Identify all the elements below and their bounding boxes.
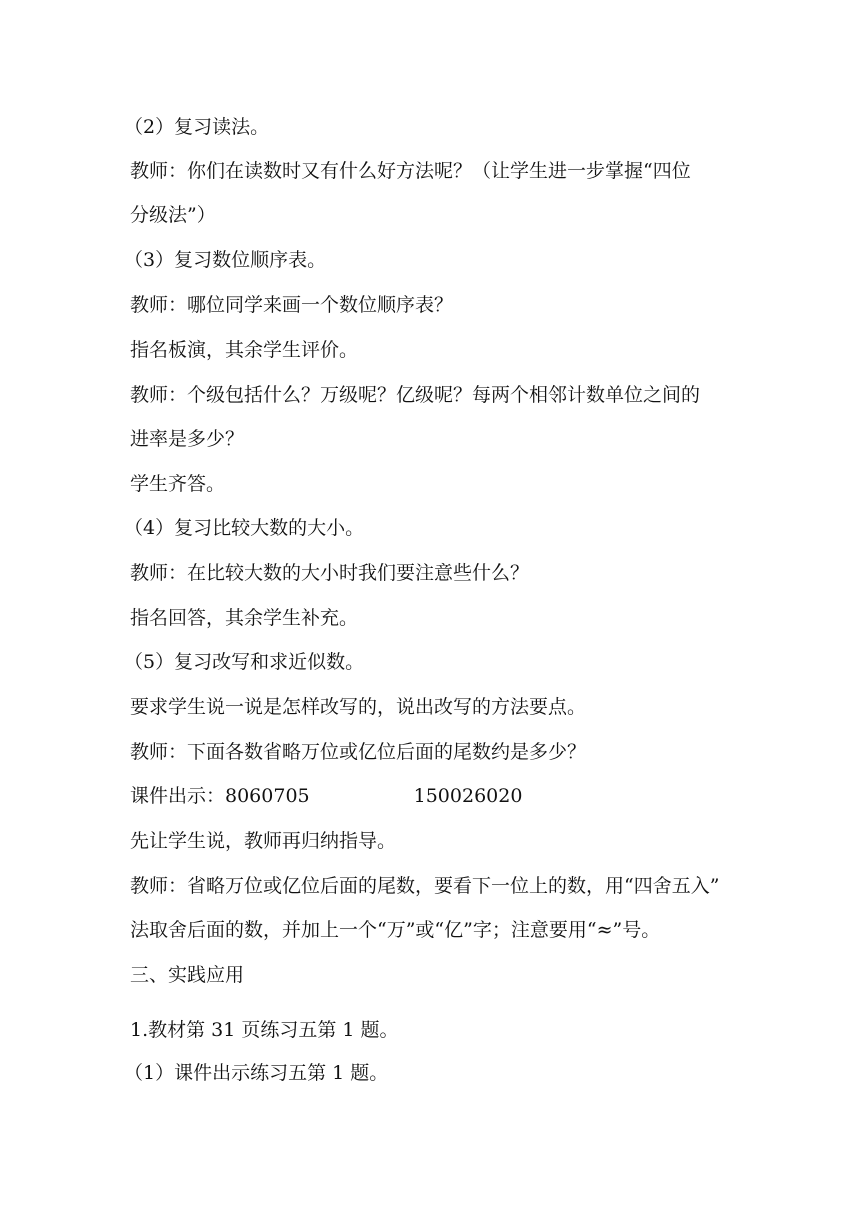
text-line-teacher-approximation-question: 教师：下面各数省略万位或亿位后面的尾数约是多少？ — [130, 741, 587, 763]
text-line-courseware-numbers — [130, 787, 522, 806]
text-line-answer-supplement: 指名回答，其余学生补充。 — [130, 607, 359, 629]
courseware-number-2: 150026020 — [413, 785, 523, 807]
courseware-number-1: 课件出示：8060705 — [130, 785, 310, 807]
text-line-review-comparison: （4）复习比较大数的大小。 — [124, 517, 365, 539]
text-line-rounding-rule: 教师：省略万位或亿位后面的尾数，要看下一位上的数，用“四舍五入” — [130, 875, 720, 897]
text-line-students-answer: 学生齐答。 — [130, 473, 226, 495]
text-line-rate-question: 进率是多少？ — [130, 428, 245, 450]
text-line-four-digit-method: 分级法”） — [130, 204, 216, 226]
text-line-teacher-draw-table: 教师：哪位同学来画一个数位顺序表？ — [130, 294, 454, 316]
text-line-courseware-exercise: （1）课件出示练习五第 1 题。 — [124, 1062, 389, 1084]
text-line-teacher-reading-question: 教师：你们在读数时又有什么好方法呢？（让学生进一步掌握“四位 — [130, 160, 691, 182]
text-line-explain-rewriting: 要求学生说一说是怎样改写的，说出改写的方法要点。 — [130, 696, 587, 718]
text-line-approx-sign: 法取舍后面的数，并加上一个“万”或“亿”字；注意要用“≈”号。 — [130, 919, 661, 941]
section-heading-practice: 三、实践应用 — [130, 964, 245, 986]
text-line-board-demo: 指名板演，其余学生评价。 — [130, 339, 359, 361]
text-line-textbook-exercise: 1.教材第 31 页练习五第 1 题。 — [130, 1019, 399, 1041]
text-line-review-reading: （2）复习读法。 — [124, 116, 270, 138]
text-line-review-rewriting: （5）复习改写和求近似数。 — [124, 651, 365, 673]
text-line-teacher-summary: 先让学生说，教师再归纳指导。 — [130, 830, 397, 852]
text-line-review-place-value: （3）复习数位顺序表。 — [124, 249, 327, 271]
text-line-teacher-comparison-question: 教师：在比较大数的大小时我们要注意些什么？ — [130, 562, 530, 584]
text-line-teacher-groups-question: 教师：个级包括什么？万级呢？亿级呢？每两个相邻计数单位之间的 — [130, 384, 701, 406]
